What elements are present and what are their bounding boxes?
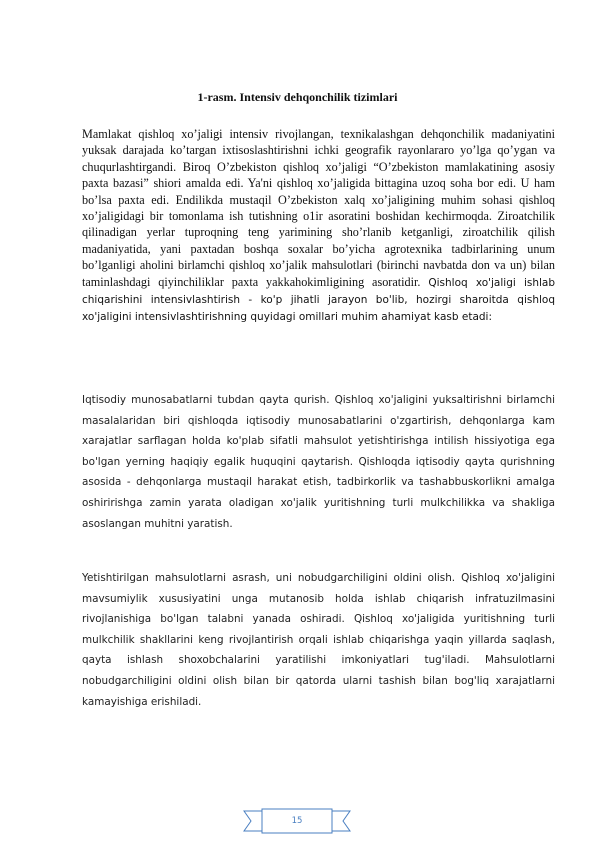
paragraph-intro (82, 126, 555, 326)
paragraph-intro-sans-tail: Qishloq xo'jaligi ishlab chiqarishini intensivlashtirish - ko'p jihatli jarayon bo'lib, hozirgi sharoitda qishloq xo'jaligini intensivlashtirishning quyidagi omillari muhim ahamiyat kasb etadi: (82, 276, 555, 324)
page-number-badge (242, 808, 352, 834)
paragraph-intro-serif: Mamlakat qishloq xo’jaligi intensiv rivojlangan, texnikalashgan dehqonchilik madaniyatini yuksak darajada ko’targan ixtisoslashtirishni ichki geografik rayonlararo yo’lga qo’ygan va chuqurlashtirgandi. Biroq O’zbekiston qishloq xo’jaligi “O’zbekiston mamlakatining asosiy paxta bazasi” shiori amalda edi. Ya'ni qishloq xo’jaligida bittagina uzoq soha bor edi. U ham bo’lsa paxta edi. Endilikda mustaqil O’zbekiston xalq xo’jaligining muhim sohasi qishloq xo’jaligidagi bir tomonlama ish tutishning o1ir asoratini boshidan kechirmoqda. Ziroatchilik qilinadigan yerlar tuproqning teng yarimining sho’rlanib ketganligi, ziroatchilik qilish madaniyatida, yani paxtadan boshqa soxalar bo’yicha agrotexnika tadbirlarining unum bo’lganligi aholini birlamchi qishloq xo’jalik mahsulotlari (birinchi navbatda don va un) bilan taminlashdagi qiyinchiliklar paxta yakkahokimligining asoratidir. (82, 127, 555, 289)
figure-caption: 1-rasm. Intensiv dehqonchilik tizimlari (197, 90, 398, 104)
paragraph-economic-relations: Iqtisodiy munosabatlarni tubdan qayta qurish. Qishloq xo'jaligini yuksaltirishni birlamchi masalalaridan biri qishloqda iqtisodiy munosabatlarini o'zgartirish, dehqonlarga kam xarajatlar sarflagan holda ko'plab sifatli mahsulot yetishtirishga intilish hissiyotiga ega bo'lgan yerning haqiqiy egalik huquqini qaytarish. Qishloqda iqtisodiy qayta qurishning asosida - dehqonlarga mustaqil harakat etish, tadbirkorlik va tashabbuskorlikni amalga oshiririshga zamin yarata oladigan xo'jalik yuritishning turli mulkchilikka va shakliga asoslangan muhitni yaratish. (82, 394, 555, 530)
paragraph-product-preservation: Yetishtirilgan mahsulotlarni asrash, uni nobudgarchiligini oldini olish. Qishloq xo'jaligini mavsumiylik xususiyatini unga mutanosib holda ishlab chiqarish infratuzilmasini rivojlanishiga bo'lgan talabni yanada oshiradi. Qishloq xo'jaligida yuritishning turli mulkchilik shakllarini keng rivojlantirish orqali ishlab chiqarishga yaqin yillarda saqlash, qayta ishlash shoxobchalarini yaratilishi imkoniyatlari tug'iladi. Mahsulotlarni nobudgarchiligini oldini olish bilan bir qatorda ularni tashish bilan bog'liq xarajatlarni kamayishiga erishiladi. (82, 572, 555, 708)
page-number: 15 (291, 816, 303, 826)
